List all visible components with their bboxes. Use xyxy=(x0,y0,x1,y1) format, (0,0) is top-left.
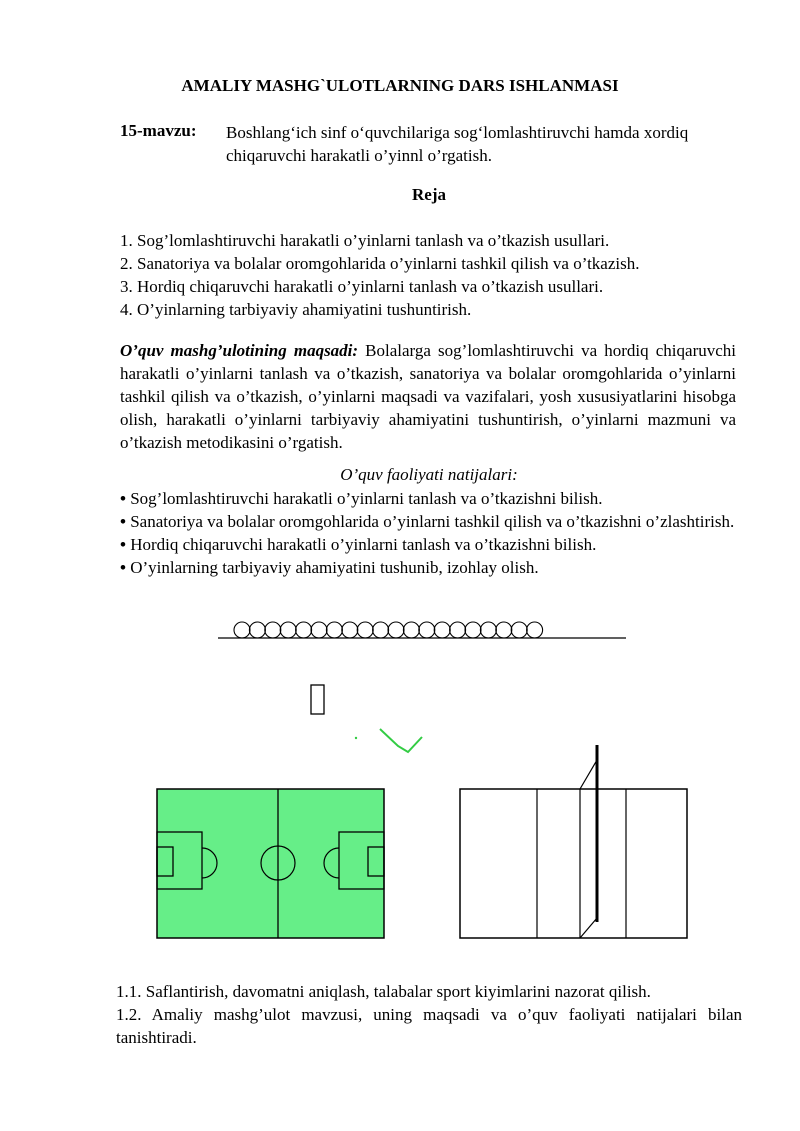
bullet-icon: • xyxy=(120,535,126,554)
plan-item: 2. Sanatoriya va bolalar oromgohlarida o’yinlarni tashkil qilish va o’tkazish. xyxy=(120,254,640,273)
plan-item: 4. O’yinlarning tarbiyaviy ahamiyatini tushuntirish. xyxy=(120,300,472,319)
green-dot xyxy=(355,737,357,739)
results-item: • Hordiq chiqaruvchi harakatli o’yinlarni tanlash va o’tkazishni bilish. xyxy=(120,535,597,554)
circle-marker xyxy=(373,622,389,638)
circle-marker xyxy=(234,622,250,638)
circle-marker xyxy=(434,622,450,638)
circle-marker xyxy=(388,622,404,638)
circle-marker xyxy=(296,622,312,638)
closing-section xyxy=(116,980,742,1049)
bullet-icon: • xyxy=(120,558,126,577)
results-item: • Sanatoriya va bolalar oromgohlarida o’yinlarni tashkil qilish va o’tkazishni o’zlashtirish. xyxy=(120,512,735,531)
football-field-icon xyxy=(157,789,384,938)
results-heading: O’quv faoliyati natijalari: xyxy=(340,465,518,484)
volleyball-court-icon xyxy=(460,745,687,938)
circle-marker xyxy=(342,622,358,638)
circle-marker xyxy=(265,622,281,638)
circle-marker xyxy=(511,622,527,638)
volleyball-court xyxy=(460,789,687,938)
plan-heading: Reja xyxy=(412,185,446,204)
closing-item: 1.2. Amaliy mashg’ulot mavzusi, uning maqsadi va o’quv faoliyati natijalari bilan tanishtiradi. xyxy=(116,1005,742,1047)
net-top-slant xyxy=(580,760,597,789)
circle-marker xyxy=(280,622,296,638)
goal-text: Bolalarga sog’lomlashtiruvchi va hordiq chiqaruvchi harakatli o’yinlarni tanlash va o’tkazish, sanatoriya va bolalar oromgohlarida o’yinlarni tashkil qilish va o’tkazish, o’yinlarni maqsadi va vazifalari, yosh xususiyatlarini hisobga olish, harakatli o’yinlarni tarbiyaviy ahamiyatini tushuntirish, o’yinlarni mazmuni va o’tkazish metodikasini o’rgatish. xyxy=(120,341,737,452)
circle-marker xyxy=(450,622,466,638)
closing-item: 1.1. Saflantirish, davomatni aniqlash, talabalar sport kiyimlarini nazorat qilish. xyxy=(116,982,651,1001)
results-item: • Sog’lomlashtiruvchi harakatli o’yinlarni tanlash va o’tkazishni bilish. xyxy=(120,489,603,508)
circle-marker xyxy=(527,622,543,638)
circle-marker xyxy=(403,622,419,638)
plan-item: 1. Sog’lomlashtiruvchi harakatli o’yinlarni tanlash va o’tkazish usullari. xyxy=(120,231,610,250)
circle-marker xyxy=(249,622,265,638)
check-mark-icon xyxy=(380,729,422,752)
page-title: AMALIY MASHG`ULOTLARNING DARS ISHLANMASI xyxy=(181,76,619,95)
plan-item: 3. Hordiq chiqaruvchi harakatli o’yinlarni tanlash va o’tkazish usullari. xyxy=(120,277,604,296)
circle-marker xyxy=(311,622,327,638)
topic-label: 15-mavzu: xyxy=(120,121,197,140)
topic-text: Boshlang‘ich sinf o‘quvchilariga sog‘lomlashtiruvchi hamda xordiq chiqaruvchi harakatli o’yinnl o’rgatish. xyxy=(226,123,689,165)
goal-label: O’quv mashg’ulotining maqsadi: xyxy=(120,341,359,360)
circle-marker xyxy=(496,622,512,638)
circle-marker xyxy=(326,622,342,638)
circle-row xyxy=(218,622,626,638)
results-item: • O’yinlarning tarbiyaviy ahamiyatini tushunib, izohlay olish. xyxy=(120,558,539,577)
football-field xyxy=(157,789,384,938)
bullet-icon: • xyxy=(120,512,126,531)
rectangle-outline-icon xyxy=(311,685,324,714)
circle-marker xyxy=(419,622,435,638)
bullet-icon: • xyxy=(120,489,126,508)
net-bottom-slant xyxy=(580,918,597,938)
circle-marker xyxy=(357,622,373,638)
circle-marker xyxy=(480,622,496,638)
circle-marker xyxy=(465,622,481,638)
